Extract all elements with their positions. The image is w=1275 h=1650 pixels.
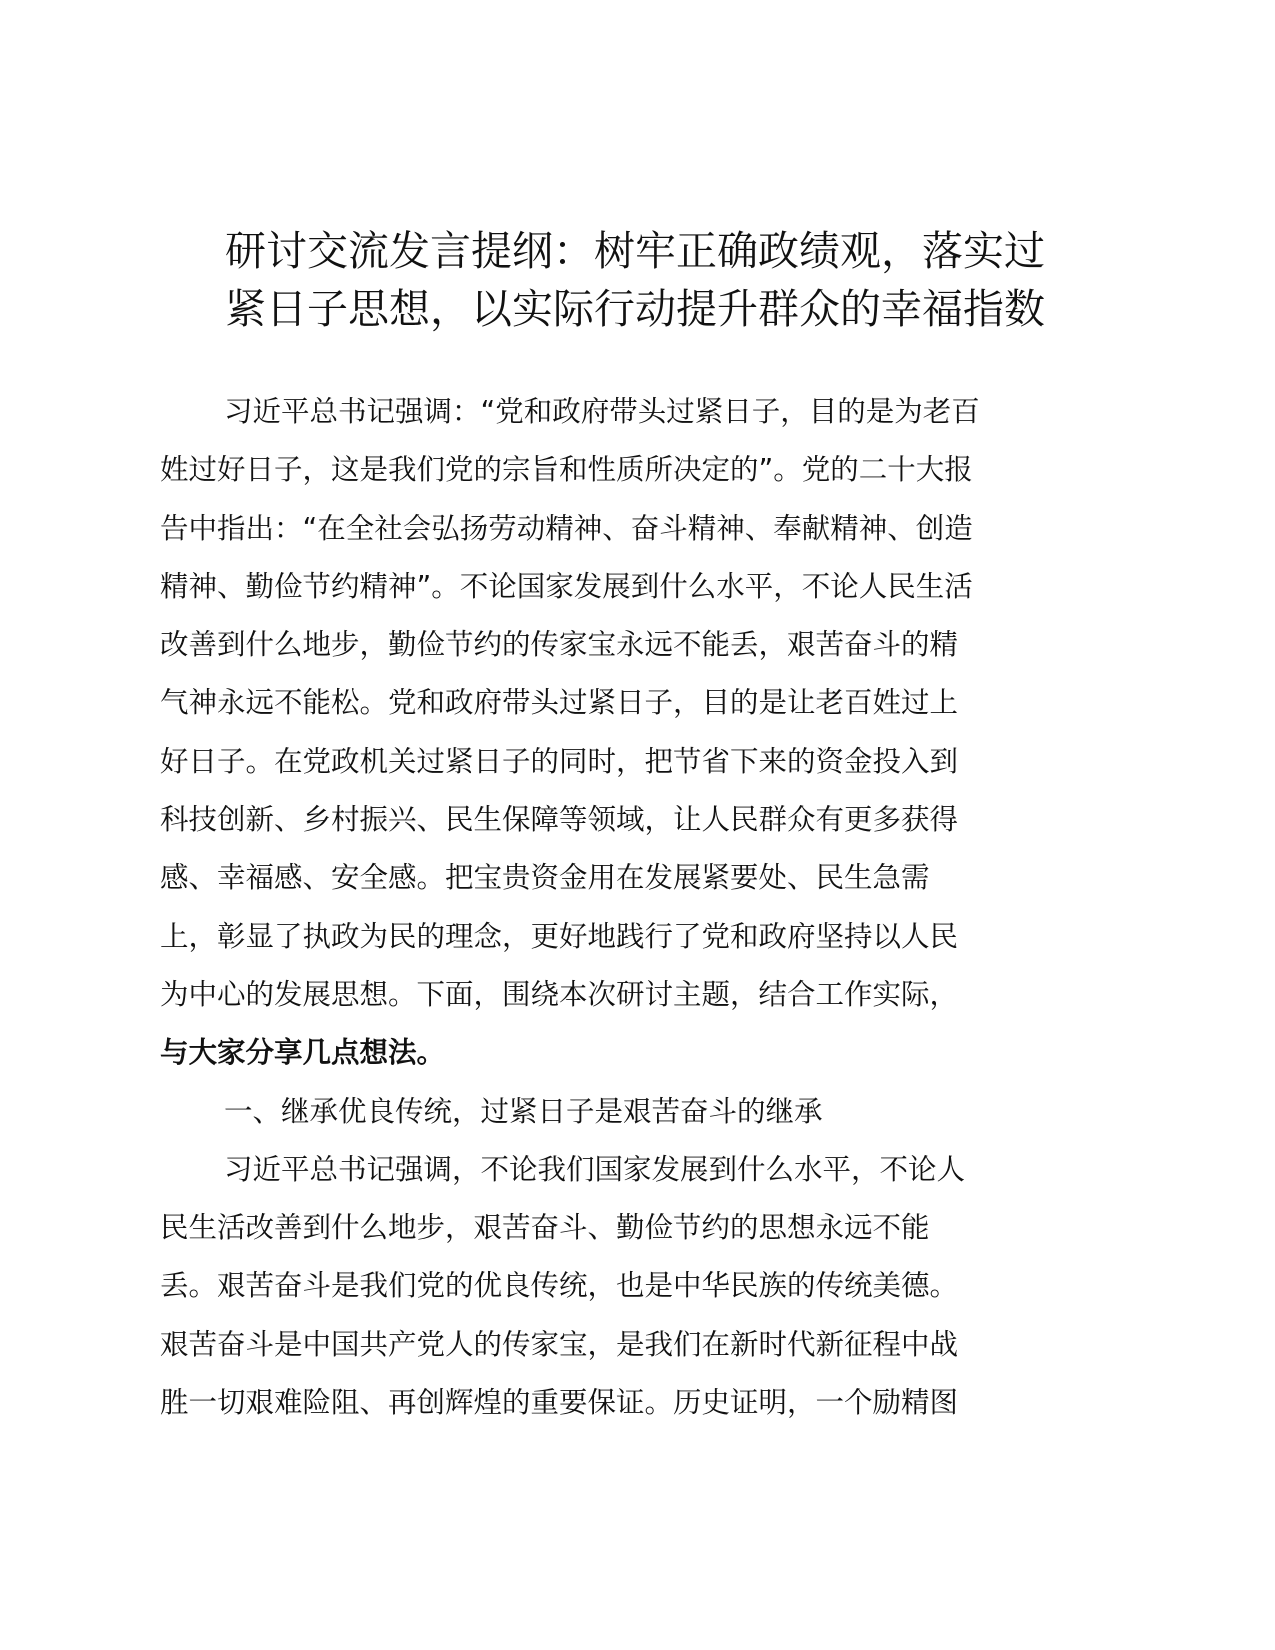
text-line: 艰苦奋斗是中国共产党人的传家宝，是我们在新时代新征程中战 xyxy=(160,1327,959,1361)
text-line: 与大家分享几点想法。 xyxy=(160,1036,446,1070)
paragraph-intro xyxy=(160,383,1110,1083)
text-line: 习近平总书记强调：“党和政府带头过紧日子，目的是为老百 xyxy=(224,395,980,428)
title-line-2: 紧日子思想，以实际行动提升群众的幸福指数 xyxy=(225,285,1045,333)
paragraph-section-1 xyxy=(160,1141,1110,1432)
text-line: 气神永远不能松。党和政府带头过紧日子，目的是让老百姓过上 xyxy=(160,686,959,720)
text-line: 习近平总书记强调，不论我们国家发展到什么水平，不论人 xyxy=(224,1152,966,1186)
text-line: 科技创新、乡村振兴、民生保障等领域，让人民群众有更多获得 xyxy=(160,803,959,837)
document-body xyxy=(160,383,1110,1432)
document-title xyxy=(160,222,1110,338)
text-line: 好日子。在党政机关过紧日子的同时，把节省下来的资金投入到 xyxy=(160,744,959,778)
text-line: 感、幸福感、安全感。把宝贵资金用在发展紧要处、民生急需 xyxy=(160,861,930,895)
text-line: 上，彰显了执政为民的理念，更好地践行了党和政府坚持以人民 xyxy=(160,919,959,953)
text-line: 改善到什么地步，勤俭节约的传家宝永远不能丢，艰苦奋斗的精 xyxy=(160,628,959,662)
title-line-1: 研讨交流发言提纲：树牢正确政绩观，落实过 xyxy=(225,227,1045,275)
text-line: 民生活改善到什么地步，艰苦奋斗、勤俭节约的思想永远不能 xyxy=(160,1211,930,1245)
text-line: 精神、勤俭节约精神”。不论国家发展到什么水平，不论人民生活 xyxy=(160,569,973,603)
text-line: 姓过好日子，这是我们党的宗旨和性质所决定的”。党的二十大报 xyxy=(160,453,973,487)
text-line: 胜一切艰难险阻、再创辉煌的重要保证。历史证明，一个励精图 xyxy=(160,1386,959,1420)
text-line: 丢。艰苦奋斗是我们党的优良传统，也是中华民族的传统美德。 xyxy=(160,1269,959,1303)
section-heading-1: 一、继承优良传统，过紧日子是艰苦奋斗的继承 xyxy=(224,1094,823,1128)
text-line: 为中心的发展思想。下面，围绕本次研讨主题，结合工作实际， xyxy=(160,977,959,1011)
text-line: 告中指出：“在全社会弘扬劳动精神、奋斗精神、奉献精神、创造 xyxy=(160,511,973,545)
